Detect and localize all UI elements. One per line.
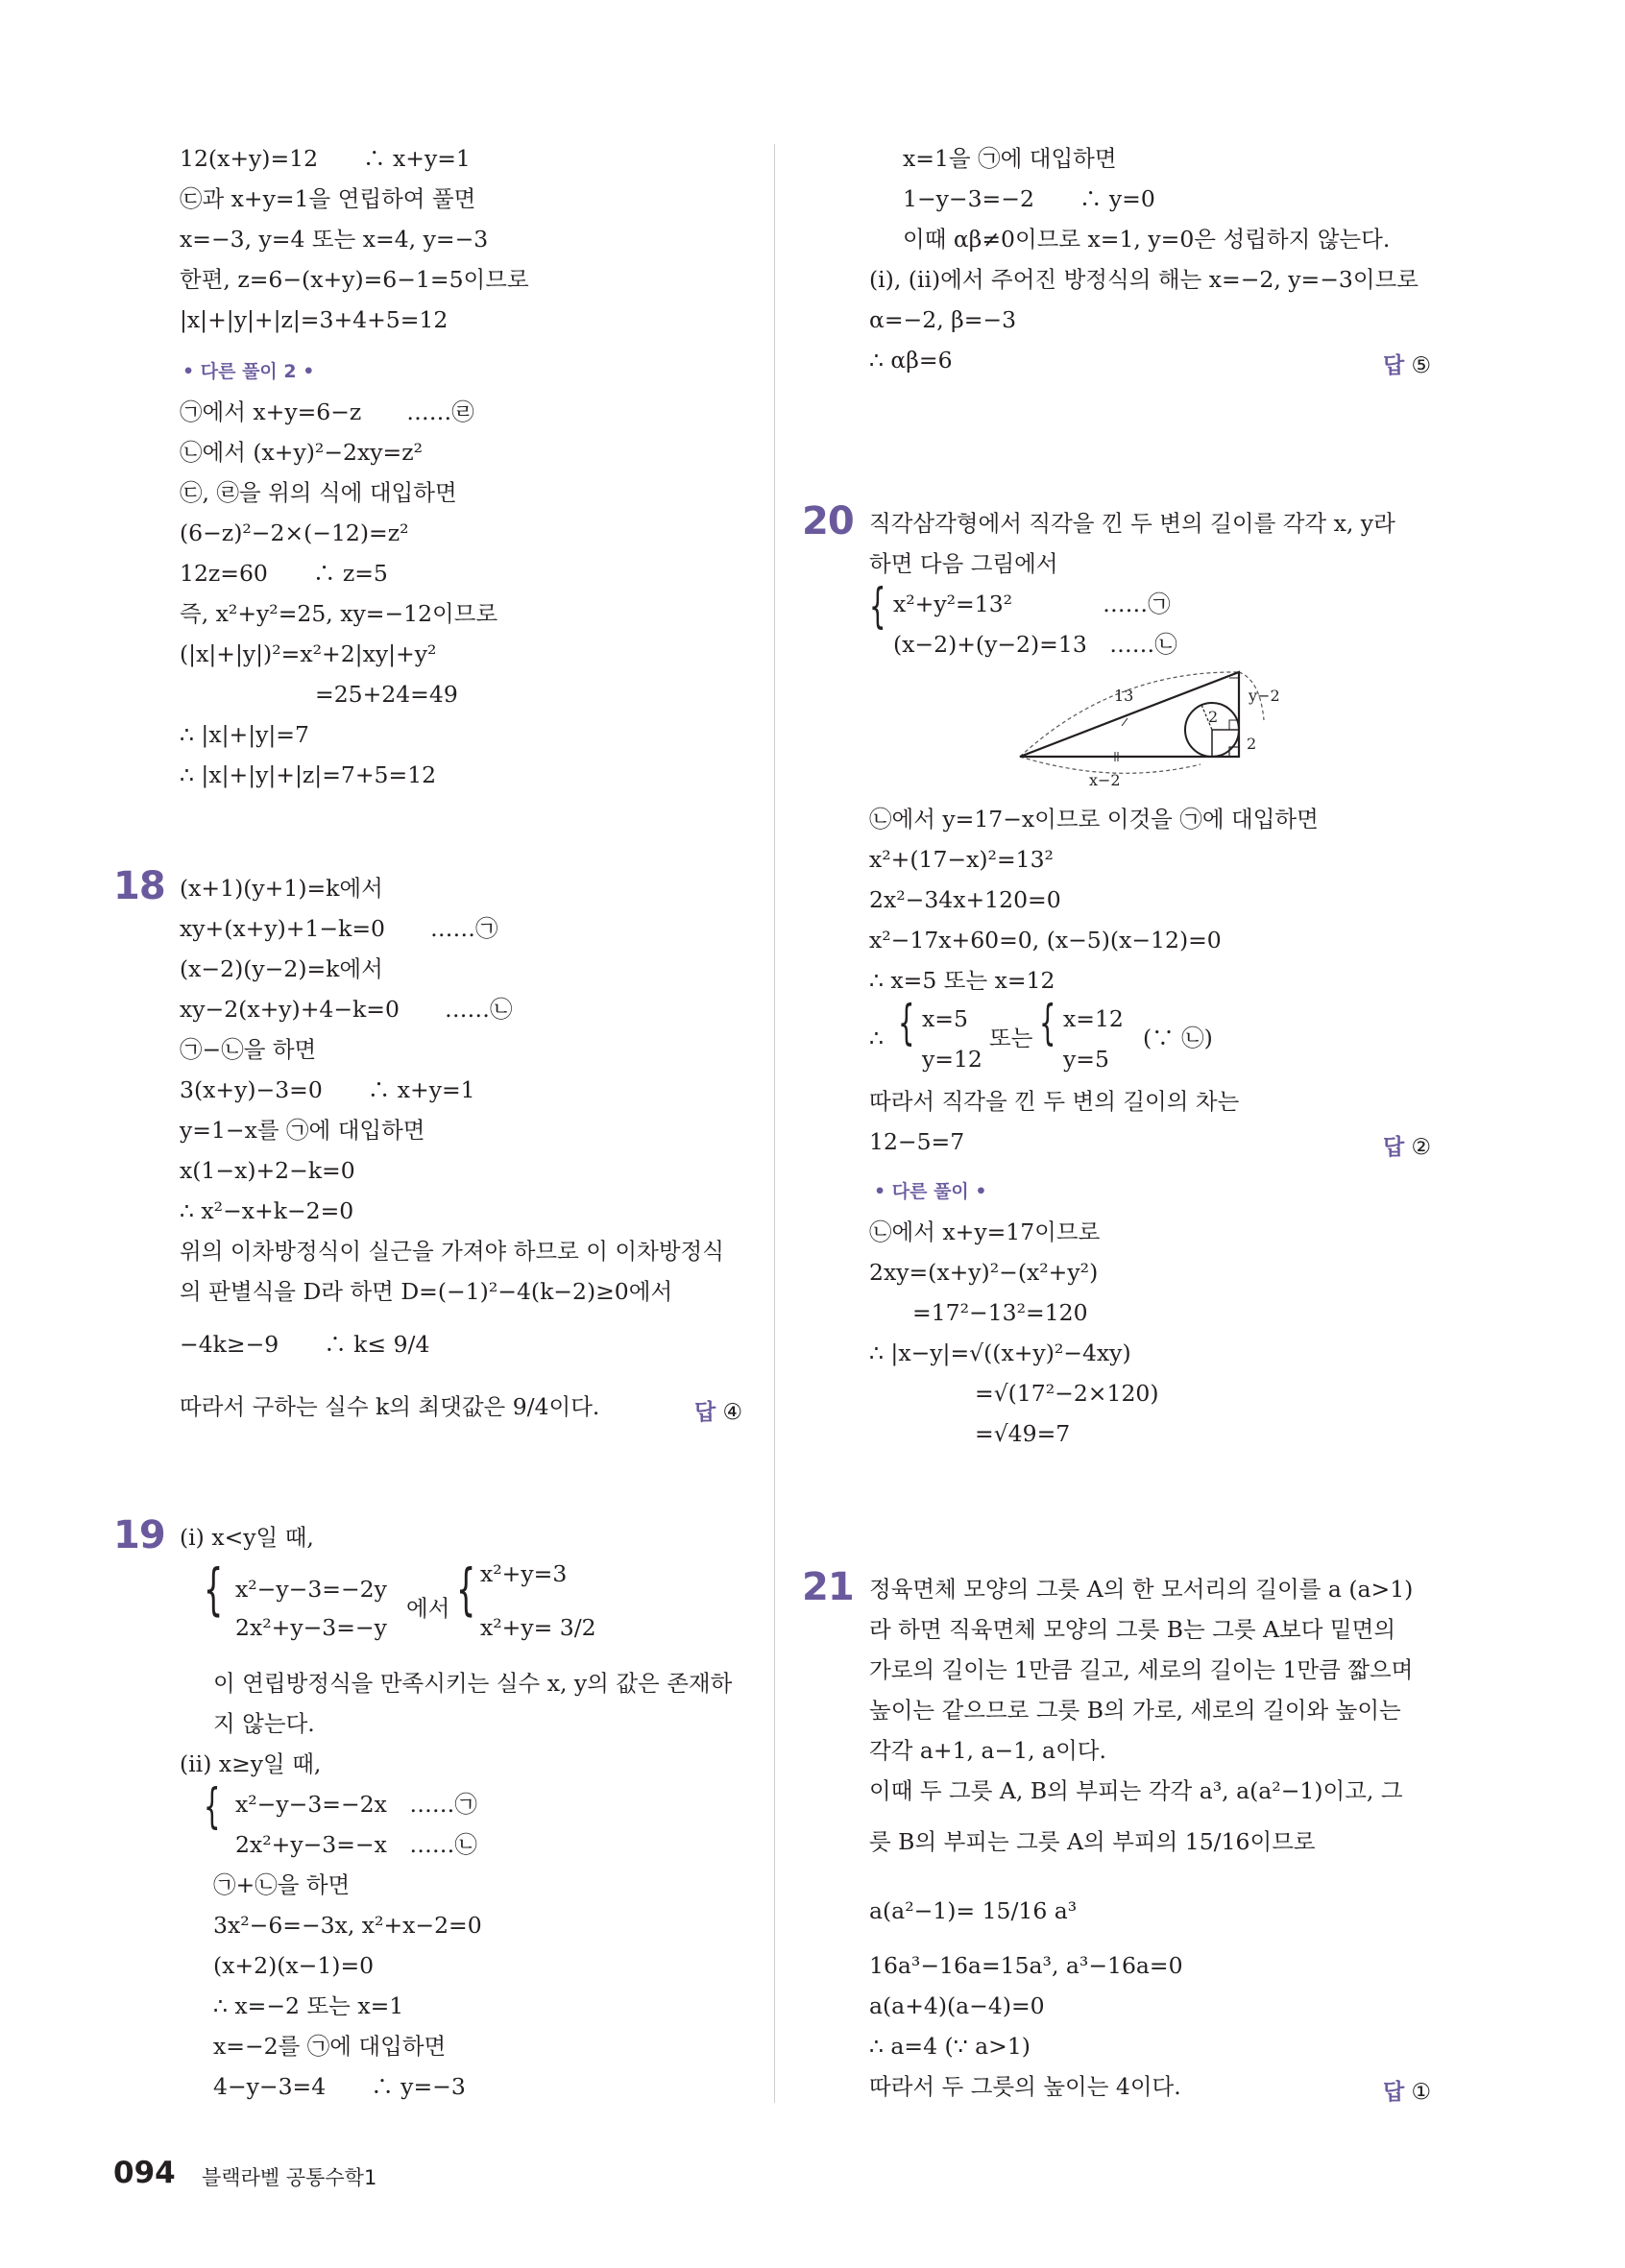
text-line: ∴ a=4 (∵ a>1) (869, 2033, 1031, 2060)
text-line: (∵ ㉡) (1143, 1025, 1213, 1051)
text-line: (6−z)²−2×(−12)=z² (180, 519, 409, 546)
answer-18 (694, 1394, 742, 1426)
equation-line: y=5 (1063, 1046, 1109, 1073)
text-line: 높이는 같으므로 그릇 B의 가로, 세로의 길이와 높이는 (869, 1697, 1401, 1724)
answer-label: 답 (1383, 353, 1405, 378)
text-line: (x+2)(x−1)=0 (213, 1952, 375, 1979)
text-line: 에서 (406, 1595, 450, 1622)
text-line: 1−y−3=−2 ∴ y=0 (903, 185, 1155, 212)
right-triangle-figure (1008, 663, 1297, 797)
text-line: 한편, z=6−(x+y)=6−1=5이므로 (180, 266, 529, 293)
answer-label: 답 (1383, 2080, 1405, 2105)
text-line: ㉢과 x+y=1을 연립하여 풀면 (180, 185, 476, 212)
text-line: 2xy=(x+y)²−(x²+y²) (869, 1259, 1099, 1286)
text-line: x²+(17−x)²=13² (869, 846, 1054, 873)
equation-line: x²−y−3=−2x ……㉠ (235, 1791, 477, 1818)
text-line: 하면 다음 그림에서 (869, 550, 1058, 577)
text-line: x=1을 ㉠에 대입하면 (903, 145, 1117, 172)
answer-value: ① (1411, 2080, 1432, 2105)
text-line: a(a+4)(a−4)=0 (869, 1992, 1045, 2019)
text-line: (x+1)(y+1)=k에서 (180, 875, 383, 902)
system-brace: { (898, 995, 915, 1050)
text-line: 16a³−16a=15a³, a³−16a=0 (869, 1952, 1183, 1979)
text-line: =√49=7 (975, 1420, 1071, 1447)
text-line: 위의 이차방정식이 실근을 가져야 하므로 이 이차방정식 (180, 1238, 724, 1265)
equation-line: y=12 (922, 1046, 982, 1073)
equation-line: x=5 (922, 1005, 968, 1032)
system-brace: { (1039, 995, 1056, 1050)
text-line: α=−2, β=−3 (869, 306, 1017, 333)
answer-label: 답 (1383, 1135, 1405, 1160)
text-line: 2x²−34x+120=0 (869, 886, 1061, 913)
text-line: 정육면체 모양의 그릇 A의 한 모서리의 길이를 a (a>1) (869, 1576, 1414, 1603)
text-line: −4k≥−9 ∴ k≤ 9/4 (180, 1331, 430, 1358)
text-line: a(a²−1)= 15/16 a³ (869, 1897, 1078, 1924)
text-line: 즉, x²+y²=25, xy=−12이므로 (180, 600, 498, 627)
system-brace: { (204, 1556, 224, 1622)
label-2-inner: 2 (1208, 708, 1219, 726)
text-line: (ⅰ) x<y일 때, (180, 1524, 314, 1551)
text-line: 이때 αβ≠0이므로 x=1, y=0은 성립하지 않는다. (903, 226, 1391, 253)
text-line: ∴ |x|+|y|+|z|=7+5=12 (180, 761, 437, 788)
label-x-2: x−2 (1089, 771, 1121, 789)
text-line: ∴ x=−2 또는 x=1 (213, 1992, 404, 2019)
equation-line: 2x²+y−3=−y (235, 1614, 387, 1641)
label-2-side: 2 (1247, 735, 1257, 753)
text-line: ∴ αβ=6 (869, 347, 953, 374)
problem-number-18: 18 (113, 864, 165, 908)
problem-number-21: 21 (802, 1565, 854, 1609)
system-brace: { (456, 1556, 476, 1622)
text-line: 가로의 길이는 1만큼 길고, 세로의 길이는 1만큼 짧으며 (869, 1656, 1414, 1683)
text-line: 이때 두 그릇 A, B의 부피는 각각 a³, a(a²−1)이고, 그 (869, 1777, 1403, 1804)
system-brace: { (869, 578, 886, 634)
answer-value: ④ (722, 1400, 743, 1425)
text-line: ∴ x=5 또는 x=12 (869, 967, 1055, 994)
text-line: =√(17²−2×120) (975, 1380, 1159, 1407)
answer-value: ⑤ (1411, 353, 1432, 378)
problem-number-19: 19 (113, 1513, 165, 1557)
alt-solution-label: • 다른 풀이 2 • (182, 361, 315, 382)
alt-solution-label: • 다른 풀이 • (874, 1181, 987, 1202)
column-divider (774, 144, 775, 2103)
text-line: ㉠에서 x+y=6−z ……㉣ (180, 398, 474, 425)
text-line: 3x²−6=−3x, x²+x−2=0 (213, 1912, 482, 1939)
text-line: x(1−x)+2−k=0 (180, 1157, 355, 1184)
text-line: (ⅱ) x≥y일 때, (180, 1750, 322, 1777)
text-line: (x−2)(y−2)=k에서 (180, 955, 383, 982)
equation-line: x²+y= 3/2 (480, 1614, 596, 1641)
answer-label: 답 (694, 1400, 716, 1425)
text-line: =25+24=49 (315, 681, 458, 708)
answer-20 (1383, 1129, 1431, 1161)
text-line: 또는 (989, 1025, 1033, 1051)
text-line: x=−3, y=4 또는 x=4, y=−3 (180, 226, 489, 253)
equation-line: x²+y=3 (480, 1560, 568, 1587)
text-line: ㉢, ㉣을 위의 식에 대입하면 (180, 479, 457, 506)
text-line: 각각 a+1, a−1, a이다. (869, 1737, 1106, 1764)
text-line: ㉠−㉡을 하면 (180, 1036, 317, 1063)
text-line: 직각삼각형에서 직각을 낀 두 변의 길이를 각각 x, y라 (869, 510, 1395, 537)
label-y-2: y−2 (1249, 687, 1280, 705)
text-line: xy−2(x+y)+4−k=0 ……㉡ (180, 996, 513, 1023)
system-brace: { (204, 1778, 221, 1834)
text-line: ㉡에서 y=17−x이므로 이것을 ㉠에 대입하면 (869, 806, 1319, 832)
text-line: (ⅰ), (ⅱ)에서 주어진 방정식의 해는 x=−2, y=−3이므로 (869, 266, 1419, 293)
text-line: x²−17x+60=0, (x−5)(x−12)=0 (869, 927, 1222, 953)
text-line: 12(x+y)=12 ∴ x+y=1 (180, 145, 471, 172)
page-number: 094 (113, 2156, 176, 2190)
text-line: 3(x+y)−3=0 ∴ x+y=1 (180, 1076, 475, 1103)
text-line: ∴ x²−x+k−2=0 (180, 1197, 354, 1224)
text-line: 이 연립방정식을 만족시키는 실수 x, y의 값은 존재하 (213, 1670, 733, 1697)
text-line: 의 판별식을 D라 하면 D=(−1)²−4(k−2)≥0에서 (180, 1278, 673, 1305)
text-line: 지 않는다. (213, 1710, 315, 1737)
text-line: 따라서 직각을 낀 두 변의 길이의 차는 (869, 1088, 1240, 1115)
answer-19 (1383, 348, 1431, 379)
label-13: 13 (1114, 687, 1134, 705)
text-line: 12z=60 ∴ z=5 (180, 560, 388, 587)
text-line: 따라서 두 그릇의 높이는 4이다. (869, 2073, 1181, 2100)
book-title: 블랙라벨 공통수학1 (202, 2166, 377, 2189)
text-line: ㉡에서 (x+y)²−2xy=z² (180, 439, 424, 466)
text-line: (|x|+|y|)²=x²+2|xy|+y² (180, 640, 437, 667)
text-line: =17²−13²=120 (912, 1299, 1088, 1326)
text-line: 4−y−3=4 ∴ y=−3 (213, 2073, 466, 2100)
text-line: 12−5=7 (869, 1128, 965, 1155)
text-line: 라 하면 직육면체 모양의 그릇 B는 그릇 A보다 밑면의 (869, 1616, 1396, 1643)
text-line: y=1−x를 ㉠에 대입하면 (180, 1117, 425, 1144)
text-line: 따라서 구하는 실수 k의 최댓값은 9/4이다. (180, 1393, 600, 1420)
text-line: ㉡에서 x+y=17이므로 (869, 1218, 1101, 1245)
text-line: x=−2를 ㉠에 대입하면 (213, 2033, 447, 2060)
text-line: xy+(x+y)+1−k=0 ……㉠ (180, 915, 498, 942)
answer-value: ② (1411, 1135, 1432, 1160)
text-line: ㉠+㉡을 하면 (213, 1871, 351, 1898)
equation-line: x²−y−3=−2y (235, 1576, 387, 1603)
equation-line: x=12 (1063, 1005, 1124, 1032)
text-line: |x|+|y|+|z|=3+4+5=12 (180, 306, 449, 333)
equation-line: 2x²+y−3=−x ……㉡ (235, 1831, 477, 1858)
text-line: ∴ |x|+|y|=7 (180, 721, 309, 748)
text-line: ∴ (869, 1025, 884, 1051)
equation-line: (x−2)+(y−2)=13 ……㉡ (893, 631, 1177, 658)
problem-number-20: 20 (802, 499, 854, 543)
answer-21 (1383, 2074, 1431, 2106)
text-line: ∴ |x−y|=√((x+y)²−4xy) (869, 1339, 1131, 1366)
equation-line: x²+y²=13² ……㉠ (893, 591, 1171, 617)
text-line: 릇 B의 부피는 그릇 A의 부피의 15/16이므로 (869, 1828, 1316, 1855)
